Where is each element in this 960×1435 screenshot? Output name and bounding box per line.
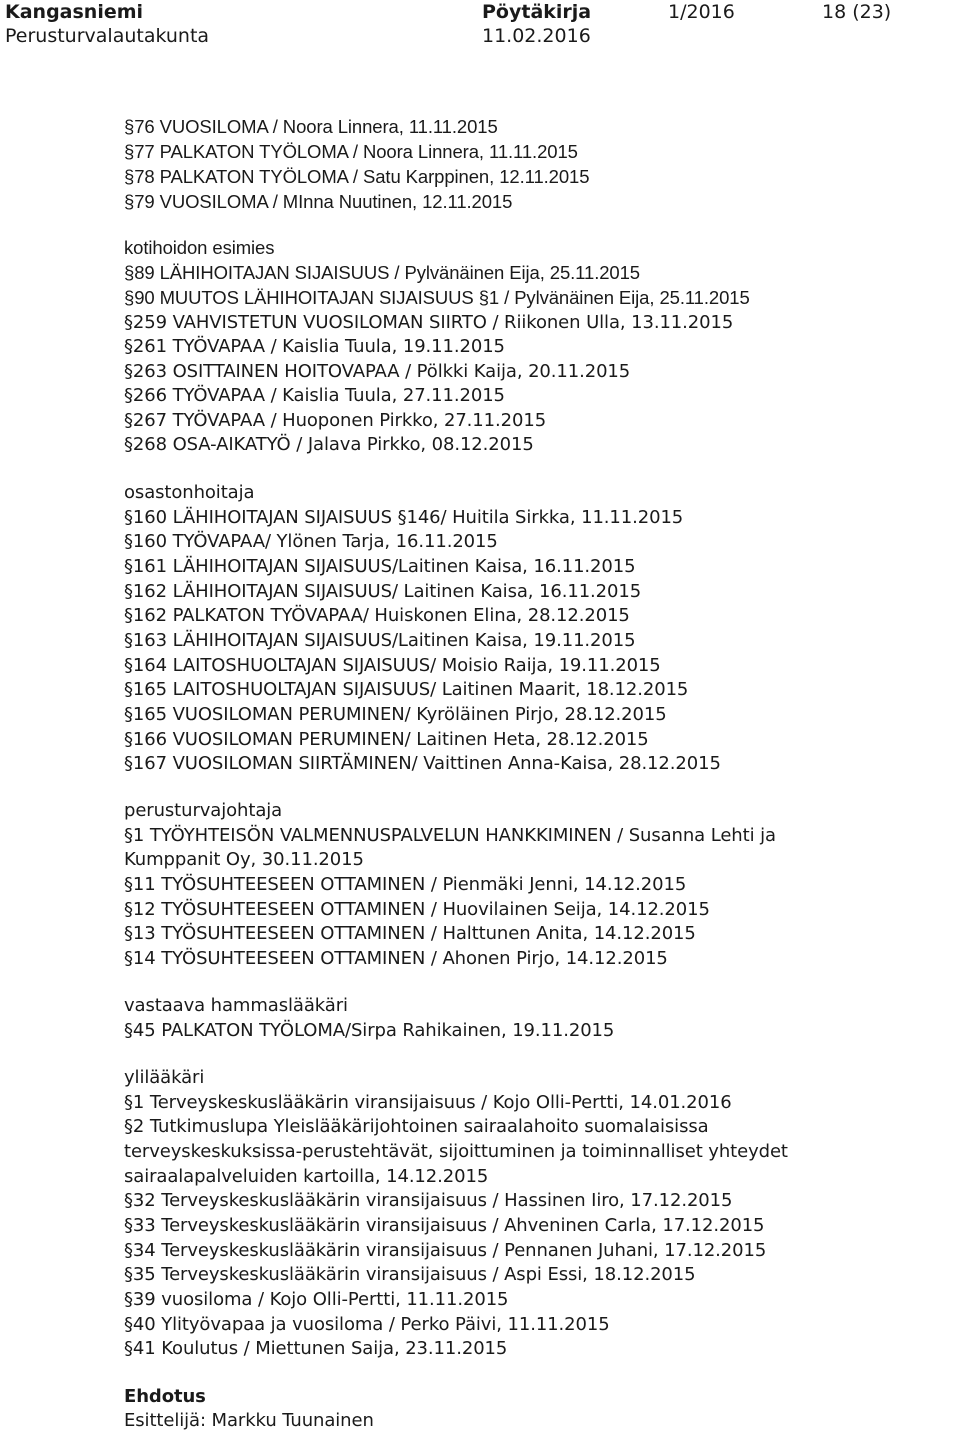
section-heading: ylilääkäri: [124, 1067, 205, 1088]
section-heading: kotihoidon esimies: [124, 237, 275, 258]
decision-line: §259 VAHVISTETUN VUOSILOMAN SIIRTO / Riikonen Ulla, 13.11.2015: [124, 312, 734, 333]
decision-line: §76 VUOSILOMA / Noora Linnera, 11.11.2015: [124, 116, 498, 137]
section-heading: vastaava hammaslääkäri: [124, 995, 348, 1016]
decision-line: §2 Tutkimuslupa Yleislääkärijohtoinen sairaalahoito suomalaisissa: [124, 1116, 709, 1137]
decision-line: §90 MUUTOS LÄHIHOITAJAN SIJAISUUS §1 / Pylvänäinen Eija, 25.11.2015: [124, 287, 750, 308]
decision-line: §77 PALKATON TYÖLOMA / Noora Linnera, 11.11.2015: [124, 141, 578, 162]
decision-line: §12 TYÖSUHTEESEEN OTTAMINEN / Huovilainen Seija, 14.12.2015: [124, 899, 710, 920]
decision-line: §160 LÄHIHOITAJAN SIJAISUUS §146/ Huitila Sirkka, 11.11.2015: [124, 507, 684, 528]
decision-line: §78 PALKATON TYÖLOMA / Satu Karppinen, 12.11.2015: [124, 166, 590, 187]
decision-line: §35 Terveyskeskuslääkärin viransijaisuus / Aspi Essi, 18.12.2015: [124, 1264, 696, 1285]
decision-line: §79 VUOSILOMA / MInna Nuutinen, 12.11.2015: [124, 191, 513, 212]
decision-line: §34 Terveyskeskuslääkärin viransijaisuus / Pennanen Juhani, 17.12.2015: [124, 1240, 767, 1261]
decision-line: §1 TYÖYHTEISÖN VALMENNUSPALVELUN HANKKIMINEN / Susanna Lehti ja: [124, 825, 776, 846]
decision-line: terveyskeskuksissa-perustehtävät, sijoittuminen ja toiminnalliset yhteydet: [124, 1141, 788, 1162]
decision-line: Kumppanit Oy, 30.11.2015: [124, 849, 364, 870]
decision-line: §160 TYÖVAPAA/ Ylönen Tarja, 16.11.2015: [124, 531, 498, 552]
header-date: 11.02.2016: [482, 25, 591, 47]
header-page: 18 (23): [822, 1, 892, 23]
decision-line: §268 OSA-AIKATYÖ / Jalava Pirkko, 08.12.2015: [124, 434, 534, 455]
header-doc-type: Pöytäkirja: [482, 1, 592, 23]
decision-line: §14 TYÖSUHTEESEEN OTTAMINEN / Ahonen Pirjo, 14.12.2015: [124, 948, 668, 969]
decision-line: §1 Terveyskeskuslääkärin viransijaisuus / Kojo Olli-Pertti, 14.01.2016: [124, 1092, 732, 1113]
section-heading: osastonhoitaja: [124, 482, 255, 503]
decision-line: §263 OSITTAINEN HOITOVAPAA / Pölkki Kaija, 20.11.2015: [124, 361, 631, 382]
decision-line: §89 LÄHIHOITAJAN SIJAISUUS / Pylvänäinen Eija, 25.11.2015: [124, 262, 640, 283]
decision-line: §161 LÄHIHOITAJAN SIJAISUUS/Laitinen Kaisa, 16.11.2015: [124, 556, 636, 577]
decision-line: §162 PALKATON TYÖVAPAA/ Huiskonen Elina, 28.12.2015: [124, 605, 630, 626]
decision-line: §164 LAITOSHUOLTAJAN SIJAISUUS/ Moisio Raija, 19.11.2015: [124, 655, 661, 676]
decision-line: §40 Ylityövapaa ja vuosiloma / Perko Päivi, 11.11.2015: [124, 1314, 610, 1335]
decision-line: §267 TYÖVAPAA / Huoponen Pirkko, 27.11.2015: [124, 410, 547, 431]
decision-line: §41 Koulutus / Miettunen Saija, 23.11.2015: [124, 1338, 508, 1359]
decision-line: §45 PALKATON TYÖLOMA/Sirpa Rahikainen, 19.11.2015: [124, 1020, 615, 1041]
decision-line: §33 Terveyskeskuslääkärin viransijaisuus / Ahveninen Carla, 17.12.2015: [124, 1215, 765, 1236]
decision-line: §266 TYÖVAPAA / Kaislia Tuula, 27.11.2015: [124, 385, 505, 406]
decision-line: §11 TYÖSUHTEESEEN OTTAMINEN / Pienmäki Jenni, 14.12.2015: [124, 874, 687, 895]
decision-line: §163 LÄHIHOITAJAN SIJAISUUS/Laitinen Kaisa, 19.11.2015: [124, 630, 636, 651]
decision-line: §165 LAITOSHUOLTAJAN SIJAISUUS/ Laitinen Maarit, 18.12.2015: [124, 679, 689, 700]
proposal-heading: Ehdotus: [124, 1386, 206, 1407]
decision-line: §32 Terveyskeskuslääkärin viransijaisuus / Hassinen Iiro, 17.12.2015: [124, 1190, 733, 1211]
decision-line: §162 LÄHIHOITAJAN SIJAISUUS/ Laitinen Kaisa, 16.11.2015: [124, 581, 642, 602]
header-board: Perusturvalautakunta: [5, 25, 210, 47]
decision-line: §167 VUOSILOMAN SIIRTÄMINEN/ Vaittinen Anna-Kaisa, 28.12.2015: [124, 753, 721, 774]
decision-line: §39 vuosiloma / Kojo Olli-Pertti, 11.11.2015: [124, 1289, 509, 1310]
decision-line: §165 VUOSILOMAN PERUMINEN/ Kyröläinen Pirjo, 28.12.2015: [124, 704, 667, 725]
section-heading: perusturvajohtaja: [124, 800, 283, 821]
presenter-line: Esittelijä: Markku Tuunainen: [124, 1410, 374, 1431]
header-doc-number: 1/2016: [668, 1, 735, 23]
header-municipality: Kangasniemi: [5, 1, 144, 23]
decision-line: §261 TYÖVAPAA / Kaislia Tuula, 19.11.2015: [124, 336, 505, 357]
decision-line: §166 VUOSILOMAN PERUMINEN/ Laitinen Heta, 28.12.2015: [124, 729, 649, 750]
decision-line: sairaalapalveluiden kartoilla, 14.12.2015: [124, 1166, 489, 1187]
decision-line: §13 TYÖSUHTEESEEN OTTAMINEN / Halttunen Anita, 14.12.2015: [124, 923, 696, 944]
